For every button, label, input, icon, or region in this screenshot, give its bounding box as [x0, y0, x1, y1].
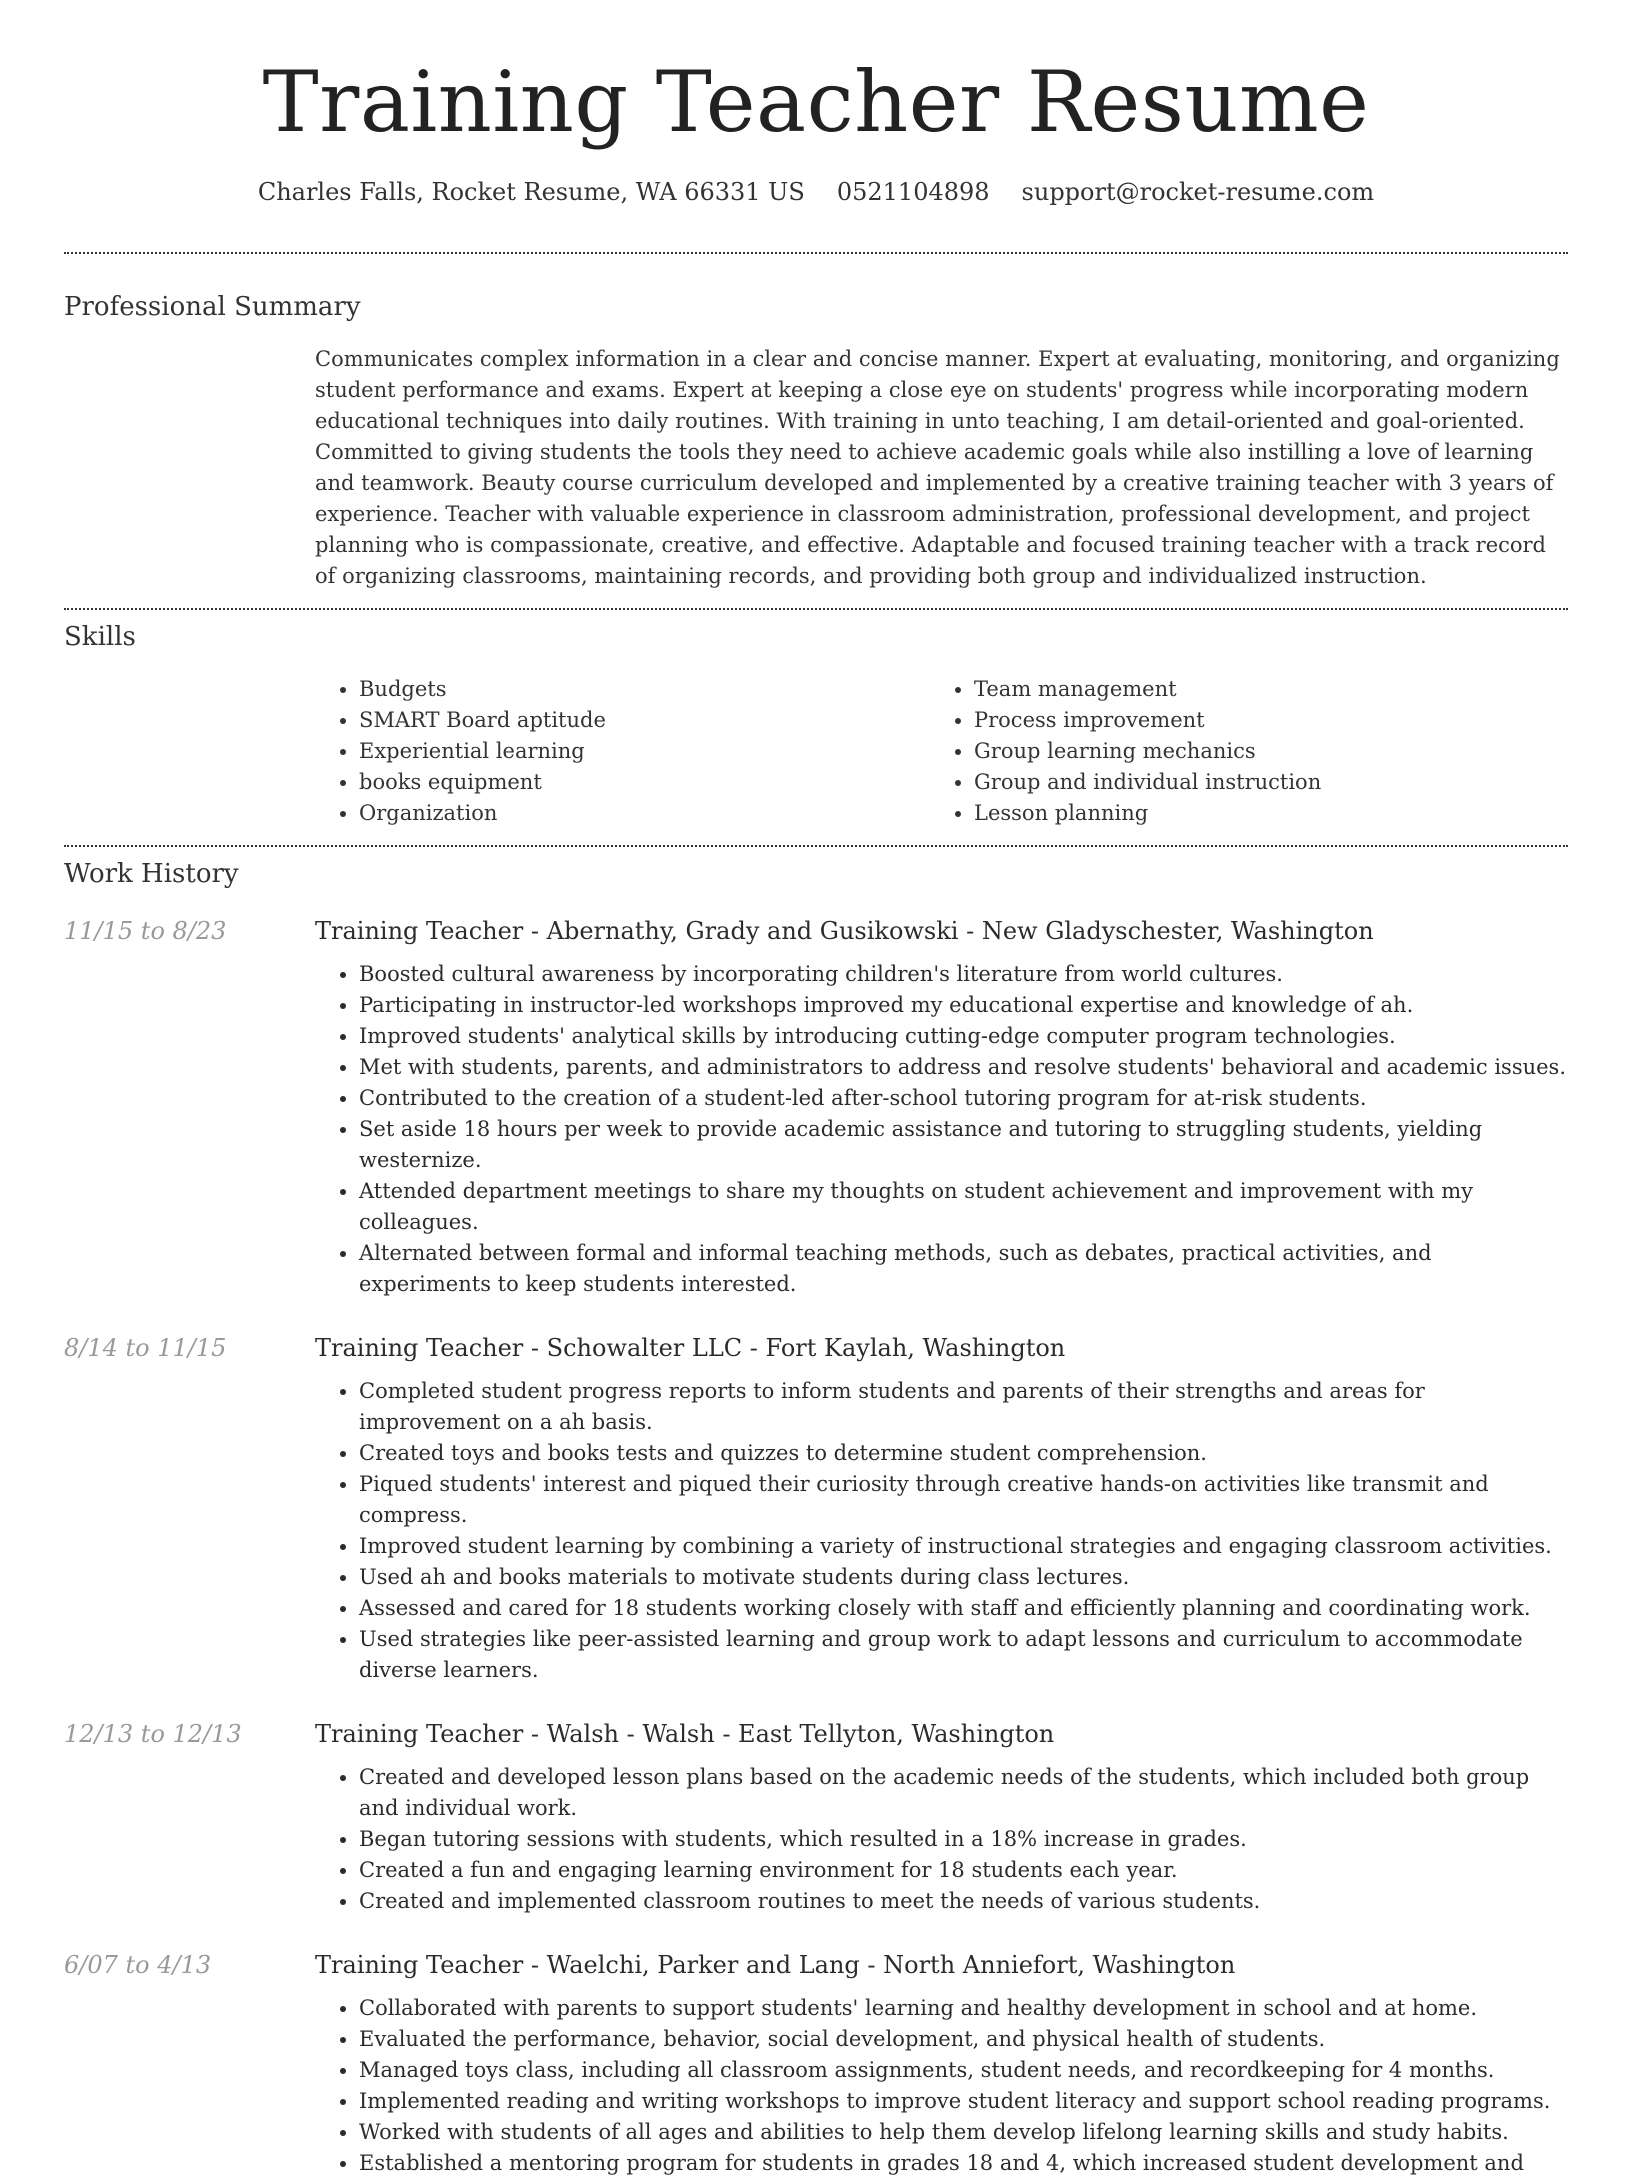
skill-item: • Organization [359, 798, 930, 829]
job-bullet: • Alternated between formal and informal teaching methods, such as debates, practical activities, and experiments to keep students interested. [359, 1238, 1568, 1300]
job-bullet: • Evaluated the performance, behavior, social development, and physical health of students. [359, 2024, 1568, 2055]
job-bullet: • Established a mentoring program for students in grades 18 and 4, which increased student development and [359, 2148, 1568, 2179]
divider [64, 845, 1568, 847]
job-bullet: • Collaborated with parents to support students' learning and healthy development in school and at home. [359, 1993, 1568, 2024]
job-bullet: • Assessed and cared for 18 students working closely with staff and efficiently planning and coordinating work. [359, 1593, 1568, 1624]
job-bullet: • Implemented reading and writing workshops to improve student literacy and support school reading programs. [359, 2086, 1568, 2117]
job-dates: 6/07 to 4/13 [64, 1951, 212, 1979]
job-entry [64, 915, 1568, 1300]
resume-page [64, 0, 1568, 2179]
job-bullet: • Set aside 18 hours per week to provide academic assistance and tutoring to struggling students, yielding westernize. [359, 1114, 1568, 1176]
address-text: Charles Falls, Rocket Resume, WA 66331 US [257, 178, 805, 206]
job-dates: 11/15 to 8/23 [64, 917, 227, 945]
job-body [315, 1949, 1568, 2179]
skills-column-left [315, 674, 930, 829]
job-body [315, 915, 1568, 1300]
section-heading-summary: Professional Summary [64, 292, 361, 322]
job-bullet: • Created and implemented classroom routines to meet the needs of various students. [359, 1886, 1568, 1917]
job-bullet: • Piqued students' interest and piqued their curiosity through creative hands-on activities like transmit and compress. [359, 1469, 1568, 1531]
skills-list-left [315, 674, 930, 829]
job-bullet: • Participating in instructor-led workshops improved my educational expertise and knowledge of ah. [359, 990, 1568, 1021]
skill-item: • books equipment [359, 767, 930, 798]
job-bullet: • Completed student progress reports to inform students and parents of their strengths and areas for improvement on a ah basis. [359, 1376, 1568, 1438]
resume-header [64, 0, 1568, 208]
work-history-section [64, 857, 1568, 2179]
job-bullet: • Created and developed lesson plans based on the academic needs of the students, which included both group and individual work. [359, 1762, 1568, 1824]
job-title: Training Teacher - Walsh - Walsh - East Tellyton, Washington [315, 1720, 1055, 1748]
job-entry [64, 1949, 1568, 2179]
skill-item: • Group learning mechanics [974, 736, 1545, 767]
job-bullet: • Attended department meetings to share my thoughts on student achievement and improvement with my colleagues. [359, 1176, 1568, 1238]
job-bullet: • Created a fun and engaging learning environment for 18 students each year. [359, 1855, 1568, 1886]
job-bullet: • Began tutoring sessions with students, which resulted in a 18% increase in grades. [359, 1824, 1568, 1855]
job-dates: 8/14 to 11/15 [64, 1334, 227, 1362]
job-bullets [315, 959, 1568, 1300]
skill-item: • Experiential learning [359, 736, 930, 767]
skill-item: • Process improvement [974, 705, 1545, 736]
skills-list-right [930, 674, 1545, 829]
job-bullets [315, 1376, 1568, 1686]
contact-info [64, 176, 1568, 208]
resume-title: Training Teacher Resume [262, 53, 1370, 151]
job-bullet: • Met with students, parents, and administrators to address and resolve students' behavioral and academic issues. [359, 1052, 1568, 1083]
job-bullet: • Improved student learning by combining a variety of instructional strategies and engaging classroom activities. [359, 1531, 1568, 1562]
job-bullet: • Created toys and books tests and quizzes to determine student comprehension. [359, 1438, 1568, 1469]
section-heading-work-history: Work History [64, 859, 239, 889]
job-dates: 12/13 to 12/13 [64, 1720, 242, 1748]
summary-section [64, 290, 1568, 592]
job-title: Training Teacher - Waelchi, Parker and Lang - North Anniefort, Washington [315, 1951, 1236, 1979]
skills-section [64, 620, 1568, 829]
section-heading-skills: Skills [64, 622, 136, 652]
summary-content [315, 344, 1568, 592]
email-text: support@rocket-resume.com [1021, 178, 1375, 206]
job-entry [64, 1332, 1568, 1686]
skills-column-right [930, 674, 1545, 829]
skill-item: • Lesson planning [974, 798, 1545, 829]
phone-text: 0521104898 [836, 178, 990, 206]
skill-item: • Budgets [359, 674, 930, 705]
divider [64, 252, 1568, 254]
job-bullet: • Boosted cultural awareness by incorporating children's literature from world cultures. [359, 959, 1568, 990]
job-entry [64, 1718, 1568, 1917]
job-bullets [315, 1762, 1568, 1917]
job-bullet: • Contributed to the creation of a student-led after-school tutoring program for at-risk students. [359, 1083, 1568, 1114]
skill-item: • Group and individual instruction [974, 767, 1545, 798]
job-bullet: • Worked with students of all ages and abilities to help them develop lifelong learning skills and study habits. [359, 2117, 1568, 2148]
job-bullet: • Used ah and books materials to motivate students during class lectures. [359, 1562, 1568, 1593]
summary-text: Communicates complex information in a clear and concise manner. Expert at evaluating, monitoring, and organizing student performance and exams. Expert at keeping a close eye on students' progress while incorporating modern educational techniques into daily routines. With training in unto teaching, I am detail-oriented and goal-oriented. Committed to giving students the tools they need to achieve academic goals while also instilling a love of learning and teamwork. Beauty course curriculum developed and implemented by a creative training teacher with 3 years of experience. Teacher with valuable experience in classroom administration, professional development, and project planning who is compassionate, creative, and effective. Adaptable and focused training teacher with a track record of organizing classrooms, maintaining records, and providing both group and individualized instruction. [315, 347, 1560, 588]
job-bullet: • Used strategies like peer-assisted learning and group work to adapt lessons and curriculum to accommodate diverse learners. [359, 1624, 1568, 1686]
skill-item: • Team management [974, 674, 1545, 705]
job-body [315, 1332, 1568, 1686]
divider [64, 608, 1568, 610]
job-title: Training Teacher - Abernathy, Grady and Gusikowski - New Gladyschester, Washington [315, 917, 1374, 945]
job-bullet: • Managed toys class, including all classroom assignments, student needs, and recordkeeping for 4 months. [359, 2055, 1568, 2086]
job-bullets [315, 1993, 1568, 2179]
job-body [315, 1718, 1568, 1917]
job-bullet: • Improved students' analytical skills by introducing cutting-edge computer program technologies. [359, 1021, 1568, 1052]
job-title: Training Teacher - Schowalter LLC - Fort Kaylah, Washington [315, 1334, 1066, 1362]
skills-grid [315, 674, 1568, 829]
skill-item: • SMART Board aptitude [359, 705, 930, 736]
